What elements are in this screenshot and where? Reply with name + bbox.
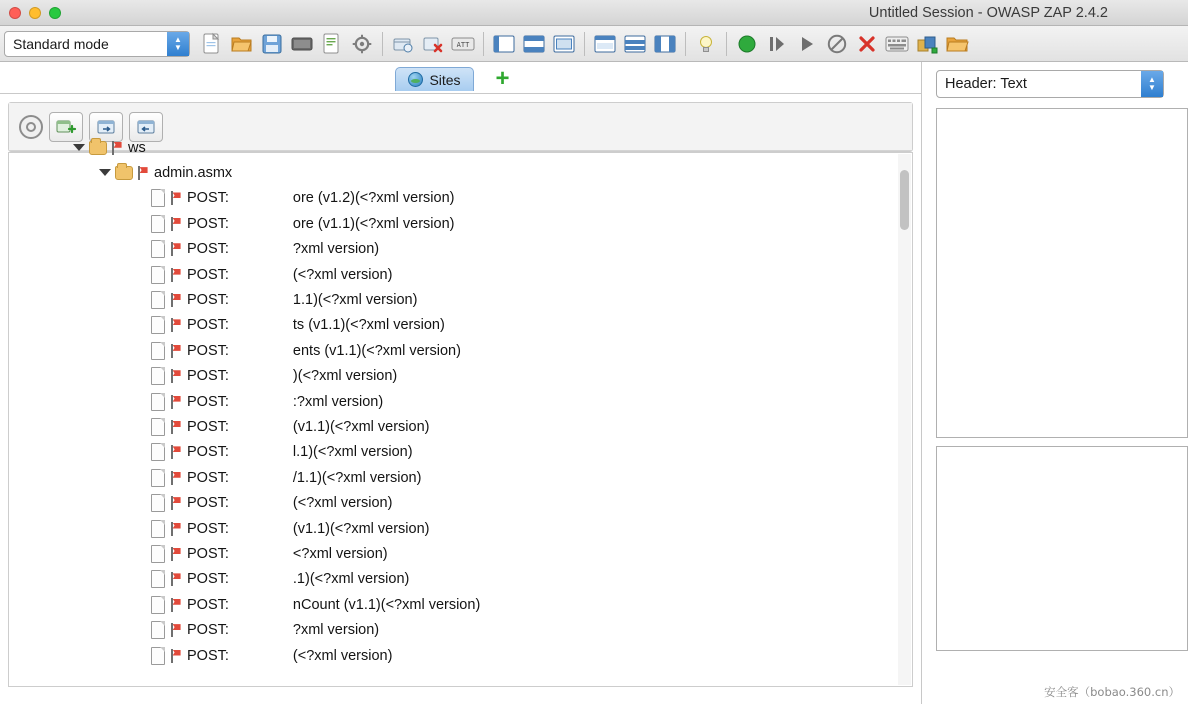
layout-full-icon[interactable]: [550, 31, 578, 57]
tree-node-url-label: ?xml version): [292, 241, 380, 258]
tree-leaf-node[interactable]: [9, 313, 912, 338]
tab-sites[interactable]: [395, 67, 473, 91]
flag-icon: [169, 522, 182, 536]
flag-icon: [169, 217, 182, 231]
tree-node-url-label: (v1.1)(<?xml version): [292, 520, 430, 537]
tree-node-method-label: POST:: [187, 342, 229, 359]
tree-node-method-label: POST:: [187, 520, 229, 537]
document-icon: [151, 393, 165, 411]
tree-node-url-label: <?xml version): [292, 545, 388, 562]
tree-node-url-label: /1.1)(<?xml version): [292, 469, 422, 486]
flag-icon: [136, 166, 149, 180]
flag-icon: [169, 420, 182, 434]
document-icon: [151, 367, 165, 385]
scan-policy-icon[interactable]: [449, 31, 477, 57]
save-session-icon[interactable]: [258, 31, 286, 57]
tree-leaf-node[interactable]: [9, 237, 912, 262]
tree-node-url-label: )(<?xml version): [292, 368, 398, 385]
flag-icon: [169, 344, 182, 358]
flag-icon: [169, 623, 182, 637]
clear-icon[interactable]: [853, 31, 881, 57]
tree-node-method-label: POST:: [187, 317, 229, 334]
record-icon[interactable]: [733, 31, 761, 57]
document-icon: [151, 494, 165, 512]
layout-horizontal-icon[interactable]: [520, 31, 548, 57]
svg-text:ATT: ATT: [456, 40, 470, 49]
tree-node-url-label: l.1)(<?xml version): [292, 444, 413, 461]
tree-scrollbar[interactable]: [898, 154, 911, 685]
document-icon: [151, 469, 165, 487]
tree-node-method-label: POST:: [187, 469, 229, 486]
add-tab-button[interactable]: [480, 67, 526, 91]
document-icon: [151, 291, 165, 309]
open-session-icon[interactable]: [228, 31, 256, 57]
workspace: [0, 62, 1188, 704]
document-icon: [151, 418, 165, 436]
flag-icon: [169, 191, 182, 205]
document-icon: [151, 621, 165, 639]
tree-node-url-label: 1.1)(<?xml version): [292, 292, 418, 309]
flag-icon: [169, 598, 182, 612]
document-icon: [151, 520, 165, 538]
manage-add-ons-icon[interactable]: [389, 31, 417, 57]
tree-node-url-label: (<?xml version): [292, 647, 393, 664]
folder-icon: [115, 166, 133, 180]
document-icon: [151, 189, 165, 207]
document-icon: [151, 443, 165, 461]
layout-request-panel-icon[interactable]: [591, 31, 619, 57]
tree-node-method-label: POST:: [187, 545, 229, 562]
tree-node-url-label: ts (v1.1)(<?xml version): [292, 317, 445, 334]
delete-all-icon[interactable]: [419, 31, 447, 57]
tree-node-method-label: POST:: [187, 266, 229, 283]
tree-node-url-label: ents (v1.1)(<?xml version): [292, 342, 461, 359]
tree-node-method-label: POST:: [187, 418, 229, 435]
request-body-textarea[interactable]: [936, 446, 1188, 651]
document-icon: [151, 342, 165, 360]
tree-node-url-label: (v1.1)(<?xml version): [292, 418, 430, 435]
document-icon: [151, 316, 165, 334]
resume-icon[interactable]: [793, 31, 821, 57]
tree-scrollbar-thumb[interactable]: [900, 170, 909, 230]
window-titlebar: [0, 0, 1188, 26]
tree-node-method-label: POST:: [187, 647, 229, 664]
tree-leaf-node[interactable]: [9, 364, 912, 389]
tab-sites-label: Sites: [429, 71, 461, 88]
new-session-icon[interactable]: [198, 31, 226, 57]
sites-tree[interactable]: [8, 139, 913, 687]
tree-leaf-node[interactable]: [9, 617, 912, 642]
tree-node-url-label: nCount (v1.1)(<?xml version): [292, 596, 481, 613]
tree-node-method-label: POST:: [187, 596, 229, 613]
folder-icon: [89, 141, 107, 155]
chevron-down-icon[interactable]: [73, 142, 85, 154]
tree-node-method-label: POST:: [187, 215, 229, 232]
flag-icon: [169, 471, 182, 485]
tree-node-url-label: .1)(<?xml version): [292, 571, 410, 588]
tree-node-label: admin.asmx: [154, 165, 233, 182]
flag-icon: [169, 547, 182, 561]
header-text-select[interactable]: [936, 70, 1164, 98]
flag-icon: [169, 649, 182, 663]
bulb-icon[interactable]: [692, 31, 720, 57]
request-header-textarea[interactable]: [936, 108, 1188, 438]
layout-response-panel-icon[interactable]: [621, 31, 649, 57]
tree-node-method-label: POST:: [187, 622, 229, 639]
flag-icon: [169, 395, 182, 409]
tree-node-method-label: POST:: [187, 292, 229, 309]
stop-icon[interactable]: [823, 31, 851, 57]
tabstrip: [0, 62, 921, 94]
sites-pane: [0, 62, 922, 704]
main-toolbar: [0, 26, 1188, 62]
open-url-icon[interactable]: [943, 31, 971, 57]
tree-leaf-node[interactable]: [9, 338, 912, 363]
flag-icon: [169, 268, 182, 282]
flag-icon: [169, 369, 182, 383]
detail-pane: [922, 62, 1188, 704]
tree-leaf-node[interactable]: [9, 516, 912, 541]
tree-leaf-node[interactable]: [9, 490, 912, 515]
tree-folder-node[interactable]: [9, 135, 912, 160]
tree-node-method-label: POST:: [187, 495, 229, 512]
tree-node-url-label: ore (v1.1)(<?xml version): [292, 215, 455, 232]
flag-icon: [169, 445, 182, 459]
window-title: Untitled Session - OWASP ZAP 2.4.2: [868, 4, 1108, 21]
layout-expand-all-icon[interactable]: [490, 31, 518, 57]
document-icon: [151, 647, 165, 665]
chevron-down-icon[interactable]: [99, 167, 111, 179]
document-icon: [151, 570, 165, 588]
document-icon: [151, 240, 165, 258]
chevron-updown-icon: ▲ ▼: [1141, 71, 1163, 97]
tree-leaf-node[interactable]: [9, 414, 912, 439]
flag-icon: [169, 242, 182, 256]
toolbar-separator: [726, 32, 727, 56]
pause-icon[interactable]: [763, 31, 791, 57]
document-icon: [151, 215, 165, 233]
tree-node-label: ws: [128, 139, 146, 156]
document-icon: [151, 266, 165, 284]
plus-icon: +: [495, 65, 510, 92]
toolbar-separator: [685, 32, 686, 56]
tree-leaf-node[interactable]: [9, 567, 912, 592]
session-properties-icon[interactable]: [318, 31, 346, 57]
tree-leaf-node[interactable]: [9, 287, 912, 312]
header-text-select-value: Header: Text: [945, 76, 1027, 92]
watermark-label: 安全客（bobao.360.cn）: [1044, 685, 1180, 699]
tree-node-url-label: (<?xml version): [292, 266, 393, 283]
tree-node-method-label: POST:: [187, 241, 229, 258]
tree-leaf-node[interactable]: [9, 211, 912, 236]
document-icon: [151, 545, 165, 563]
tree-leaf-node[interactable]: [9, 440, 912, 465]
options-icon[interactable]: [348, 31, 376, 57]
tree-folder-node[interactable]: [9, 160, 912, 185]
tree-node-method-label: POST:: [187, 571, 229, 588]
tree-node-url-label: ?xml version): [292, 622, 380, 639]
flag-icon: [169, 318, 182, 332]
tree-leaf-node[interactable]: [9, 186, 912, 211]
tree-node-method-label: POST:: [187, 393, 229, 410]
globe-icon: [408, 72, 423, 87]
mode-select[interactable]: [4, 31, 190, 57]
tree-node-method-label: POST:: [187, 444, 229, 461]
flag-icon: [110, 141, 123, 155]
tree-node-method-label: POST:: [187, 190, 229, 207]
tree-leaf-node[interactable]: [9, 389, 912, 414]
tree-leaf-node[interactable]: [9, 643, 912, 668]
add-plugin-icon[interactable]: [913, 31, 941, 57]
flag-icon: [169, 572, 182, 586]
flag-icon: [169, 293, 182, 307]
keyboard-icon[interactable]: [883, 31, 911, 57]
tree-leaf-node[interactable]: [9, 465, 912, 490]
tree-node-method-label: POST:: [187, 368, 229, 385]
toolbar-separator: [584, 32, 585, 56]
toolbar-separator: [382, 32, 383, 56]
snapshot-session-icon[interactable]: [288, 31, 316, 57]
tree-node-url-label: ore (v1.2)(<?xml version): [292, 190, 455, 207]
tree-leaf-node[interactable]: [9, 262, 912, 287]
tree-node-url-label: (<?xml version): [292, 495, 393, 512]
tree-leaf-node[interactable]: [9, 592, 912, 617]
layout-split-panel-icon[interactable]: [651, 31, 679, 57]
chevron-updown-icon: ▲ ▼: [167, 32, 189, 56]
tree-leaf-node[interactable]: [9, 541, 912, 566]
sites-tree-body: [9, 135, 912, 668]
tree-node-url-label: :?xml version): [292, 393, 384, 410]
flag-icon: [169, 496, 182, 510]
mode-select-value: Standard mode: [13, 35, 109, 52]
toolbar-separator: [483, 32, 484, 56]
document-icon: [151, 596, 165, 614]
